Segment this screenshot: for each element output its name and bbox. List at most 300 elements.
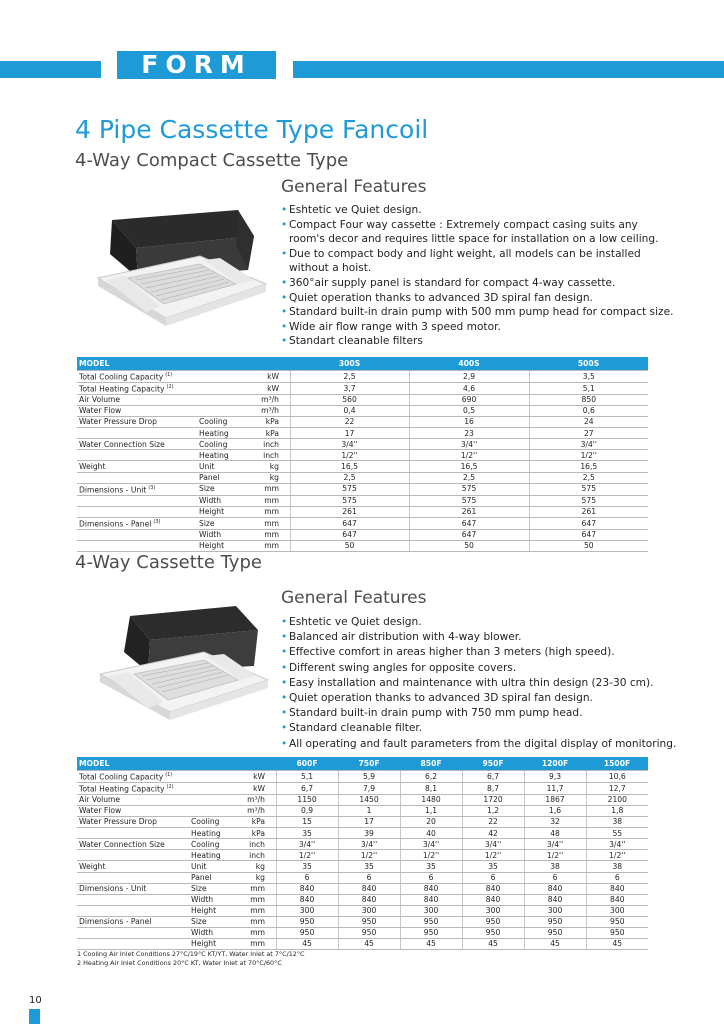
table-cell: 840 xyxy=(338,883,400,894)
feature-item: • Standard cleanable filter. xyxy=(281,721,676,736)
row-unit: kg xyxy=(241,872,269,883)
table-cell: 300 xyxy=(338,905,400,916)
table-cell: 575 xyxy=(529,483,648,495)
row-unit: mm xyxy=(241,928,269,939)
table-cell: 50 xyxy=(290,540,409,551)
row-sublabel: Heating xyxy=(189,850,241,861)
row-label xyxy=(77,794,189,805)
row-sublabel xyxy=(189,782,241,794)
row-spacer xyxy=(283,506,290,517)
table-cell: 1,1 xyxy=(400,805,462,816)
table-cell: 2,5 xyxy=(290,472,409,483)
table-cell: 840 xyxy=(462,894,524,905)
table-cell: 1/2'' xyxy=(524,850,586,861)
row-spacer xyxy=(283,382,290,394)
feature-item: • Balanced air distribution with 4-way blower. xyxy=(281,630,676,645)
model-name: 950F xyxy=(462,757,524,771)
row-sublabel: Size xyxy=(189,916,241,927)
table-cell: 45 xyxy=(524,939,586,950)
table-cell: 16,5 xyxy=(409,461,529,472)
row-label xyxy=(77,517,197,529)
table-cell: 950 xyxy=(276,916,338,927)
table-cell: 35 xyxy=(338,861,400,872)
row-unit: inch xyxy=(255,450,283,461)
table-cell: 1720 xyxy=(462,794,524,805)
row-sublabel: Width xyxy=(189,928,241,939)
row-unit: inch xyxy=(241,839,269,850)
row-spacer xyxy=(269,794,276,805)
table-row xyxy=(77,839,648,850)
table-cell: 1/2'' xyxy=(529,450,648,461)
model-name: 1500F xyxy=(586,757,648,771)
table-cell: 0,5 xyxy=(409,405,529,416)
feature-item: • Effective comfort in areas higher than 3 meters (high speed). xyxy=(281,645,676,660)
row-sublabel: Height xyxy=(189,905,241,916)
table-cell: 647 xyxy=(409,529,529,540)
table-cell: 7,9 xyxy=(338,782,400,794)
table-cell: 6 xyxy=(524,872,586,883)
row-sublabel: Width xyxy=(189,894,241,905)
model-header: MODEL xyxy=(77,357,290,371)
row-label xyxy=(77,805,189,816)
table-cell: 1/2'' xyxy=(586,850,648,861)
table-row xyxy=(77,394,648,405)
row-spacer xyxy=(283,495,290,506)
row-unit: kPa xyxy=(255,428,283,439)
table-cell: 840 xyxy=(524,894,586,905)
brand-bar-right xyxy=(293,61,724,78)
row-spacer xyxy=(283,405,290,416)
row-label-text: Weight xyxy=(79,461,106,471)
row-label-text: Water Flow xyxy=(79,406,122,416)
table-cell: 647 xyxy=(409,517,529,529)
row-sublabel: Cooling xyxy=(189,817,241,828)
row-label xyxy=(77,839,189,850)
table-cell: 16,5 xyxy=(529,461,648,472)
table-cell: 45 xyxy=(462,939,524,950)
row-unit: mm xyxy=(241,905,269,916)
brand-logo: FORM xyxy=(117,51,276,79)
row-spacer xyxy=(269,916,276,927)
table-cell: 2100 xyxy=(586,794,648,805)
row-spacer xyxy=(283,428,290,439)
table-cell: 575 xyxy=(290,483,409,495)
table-row xyxy=(77,828,648,839)
row-unit: mm xyxy=(255,483,283,495)
table-cell: 5,9 xyxy=(338,771,400,783)
table-row xyxy=(77,417,648,428)
table-row xyxy=(77,916,648,927)
table-cell: 38 xyxy=(524,861,586,872)
row-sublabel: Size xyxy=(189,883,241,894)
model-name: 300S xyxy=(290,357,409,371)
feature-item: • All operating and fault parameters from the digital display of monitoring. xyxy=(281,737,676,752)
row-sublabel xyxy=(189,771,241,783)
table-cell: 840 xyxy=(462,883,524,894)
feature-item: • Standart cleanable filters xyxy=(281,334,673,349)
row-unit: m³/h xyxy=(241,794,269,805)
table-cell: 840 xyxy=(276,883,338,894)
row-spacer xyxy=(269,872,276,883)
table-cell: 40 xyxy=(400,828,462,839)
table-cell: 6 xyxy=(462,872,524,883)
feature-item: • Wide air flow range with 3 speed motor. xyxy=(281,320,673,335)
row-spacer xyxy=(269,939,276,950)
table-cell: 950 xyxy=(338,928,400,939)
row-unit: inch xyxy=(255,439,283,450)
table-row xyxy=(77,782,648,794)
row-sublabel xyxy=(197,394,255,405)
table-cell: 261 xyxy=(529,506,648,517)
row-unit: m³/h xyxy=(255,394,283,405)
row-unit: mm xyxy=(255,540,283,551)
row-label xyxy=(77,529,197,540)
table-cell: 1,6 xyxy=(524,805,586,816)
feature-item-continued: without a hoist. xyxy=(289,262,372,275)
table-cell: 8,7 xyxy=(462,782,524,794)
section1-spec-body xyxy=(77,371,648,552)
row-unit: inch xyxy=(241,850,269,861)
row-label xyxy=(77,461,197,472)
table-cell: 17 xyxy=(338,817,400,828)
row-unit: mm xyxy=(241,916,269,927)
table-cell: 6,7 xyxy=(276,782,338,794)
row-label xyxy=(77,905,189,916)
row-sublabel: Cooling xyxy=(189,839,241,850)
table-row xyxy=(77,506,648,517)
table-cell: 2,5 xyxy=(409,472,529,483)
table-cell: 2,5 xyxy=(529,472,648,483)
table-cell: 690 xyxy=(409,394,529,405)
table-cell: 48 xyxy=(524,828,586,839)
table-row xyxy=(77,517,648,529)
row-label xyxy=(77,506,197,517)
table-cell: 45 xyxy=(586,939,648,950)
row-unit: kg xyxy=(255,472,283,483)
row-unit: m³/h xyxy=(241,805,269,816)
feature-item: • Eshtetic ve Quiet design. xyxy=(281,203,673,218)
row-sublabel: Cooling xyxy=(197,417,255,428)
compact-cassette-image xyxy=(88,200,270,338)
row-unit: kW xyxy=(255,371,283,383)
table-cell: 23 xyxy=(409,428,529,439)
table-cell: 35 xyxy=(276,861,338,872)
table-row xyxy=(77,439,648,450)
table-cell: 2,5 xyxy=(290,371,409,383)
table-cell: 6 xyxy=(586,872,648,883)
table-row xyxy=(77,529,648,540)
table-cell: 5,1 xyxy=(276,771,338,783)
row-label xyxy=(77,394,197,405)
row-spacer xyxy=(269,828,276,839)
row-sublabel xyxy=(197,371,255,383)
table-cell: 647 xyxy=(529,517,648,529)
model-name: 400S xyxy=(409,357,529,371)
table-cell: 1/2'' xyxy=(400,850,462,861)
table-cell: 35 xyxy=(462,861,524,872)
table-cell: 45 xyxy=(338,939,400,950)
table-cell: 840 xyxy=(586,883,648,894)
table-row xyxy=(77,771,648,783)
section1-features-title: General Features xyxy=(281,177,427,197)
table-cell: 16,5 xyxy=(290,461,409,472)
section2-feature-list xyxy=(281,615,676,752)
table-cell: 840 xyxy=(338,894,400,905)
row-label-text: Water Connection Size xyxy=(79,839,165,849)
table-cell: 850 xyxy=(529,394,648,405)
table-cell: 950 xyxy=(586,928,648,939)
row-label-text: Total Heating Capacity xyxy=(79,784,165,794)
row-label-text: Air Volume xyxy=(79,795,121,805)
row-sublabel: Width xyxy=(197,529,255,540)
row-unit: kW xyxy=(255,382,283,394)
row-label xyxy=(77,928,189,939)
row-unit: mm xyxy=(241,894,269,905)
section1-feature-list xyxy=(281,203,673,349)
cassette-image xyxy=(86,594,272,726)
table-cell: 300 xyxy=(524,905,586,916)
row-sublabel: Height xyxy=(189,939,241,950)
row-label-text: Dimensions - Unit xyxy=(79,883,147,893)
table-row xyxy=(77,850,648,861)
row-sublabel: Cooling xyxy=(197,439,255,450)
feature-item-continued: room's decor and requires little space for installation on a low ceiling. xyxy=(289,233,659,246)
table-cell: 22 xyxy=(462,817,524,828)
table-cell: 12,7 xyxy=(586,782,648,794)
row-label-text: Air Volume xyxy=(79,395,121,405)
row-spacer xyxy=(283,461,290,472)
table-cell: 1450 xyxy=(338,794,400,805)
row-spacer xyxy=(283,450,290,461)
row-unit: kg xyxy=(255,461,283,472)
table-cell: 647 xyxy=(529,529,648,540)
row-spacer xyxy=(269,782,276,794)
table-cell: 0,4 xyxy=(290,405,409,416)
row-label-text: Water Pressure Drop xyxy=(79,417,157,427)
section1-title: 4-Way Compact Cassette Type xyxy=(75,150,349,171)
row-sublabel xyxy=(189,805,241,816)
table-row xyxy=(77,450,648,461)
table-cell: 950 xyxy=(338,916,400,927)
table-cell: 300 xyxy=(400,905,462,916)
row-label xyxy=(77,817,189,828)
table-row xyxy=(77,495,648,506)
table-cell: 575 xyxy=(529,495,648,506)
row-label xyxy=(77,439,197,450)
table-cell: 647 xyxy=(290,529,409,540)
row-unit: kPa xyxy=(241,817,269,828)
table-cell: 840 xyxy=(524,883,586,894)
table-cell: 16 xyxy=(409,417,529,428)
footnotes xyxy=(77,950,305,968)
feature-item: • Eshtetic ve Quiet design. xyxy=(281,615,676,630)
row-label xyxy=(77,872,189,883)
table-header-row xyxy=(77,357,648,371)
row-label-text: Dimensions - Panel xyxy=(79,917,152,927)
table-cell: 6,2 xyxy=(400,771,462,783)
row-unit: mm xyxy=(255,517,283,529)
table-cell: 11,7 xyxy=(524,782,586,794)
table-cell: 3/4'' xyxy=(524,839,586,850)
row-unit: mm xyxy=(241,883,269,894)
row-unit: kg xyxy=(241,861,269,872)
row-spacer xyxy=(283,417,290,428)
row-label xyxy=(77,850,189,861)
row-spacer xyxy=(283,439,290,450)
row-unit: kW xyxy=(241,782,269,794)
table-cell: 6 xyxy=(276,872,338,883)
row-unit: mm xyxy=(255,529,283,540)
table-cell: 950 xyxy=(462,928,524,939)
row-label xyxy=(77,382,197,394)
table-cell: 50 xyxy=(409,540,529,551)
row-spacer xyxy=(283,540,290,551)
page-title: 4 Pipe Cassette Type Fancoil xyxy=(75,115,429,144)
row-label xyxy=(77,916,189,927)
table-cell: 0,6 xyxy=(529,405,648,416)
row-sublabel: Panel xyxy=(189,872,241,883)
table-cell: 3/4'' xyxy=(276,839,338,850)
row-label xyxy=(77,894,189,905)
model-header: MODEL xyxy=(77,757,276,771)
table-cell: 6,7 xyxy=(462,771,524,783)
table-cell: 575 xyxy=(409,483,529,495)
table-cell: 38 xyxy=(586,861,648,872)
page-number: 10 xyxy=(29,995,42,1006)
row-label xyxy=(77,540,197,551)
row-label xyxy=(77,939,189,950)
table-cell: 10,6 xyxy=(586,771,648,783)
table-row xyxy=(77,805,648,816)
table-cell: 20 xyxy=(400,817,462,828)
table-cell: 15 xyxy=(276,817,338,828)
row-spacer xyxy=(269,771,276,783)
row-unit: mm xyxy=(241,939,269,950)
table-cell: 840 xyxy=(586,894,648,905)
table-cell: 6 xyxy=(338,872,400,883)
section1-spec-table xyxy=(77,357,648,552)
table-header-row xyxy=(77,757,648,771)
row-label xyxy=(77,405,197,416)
row-label xyxy=(77,771,189,783)
table-row xyxy=(77,382,648,394)
row-unit: kW xyxy=(241,771,269,783)
table-cell: 1/2'' xyxy=(462,850,524,861)
footnote: 1 Cooling Air Inlet Conditions 27°C/19°C KT/YT, Water Inlet at 7°C/12°C xyxy=(77,950,305,958)
row-spacer xyxy=(269,839,276,850)
table-cell: 300 xyxy=(462,905,524,916)
section2-features-title: General Features xyxy=(281,588,427,608)
row-spacer xyxy=(269,894,276,905)
table-row xyxy=(77,905,648,916)
table-cell: 45 xyxy=(400,939,462,950)
row-label xyxy=(77,428,197,439)
footnote-ref: (1) xyxy=(165,772,173,778)
table-cell: 4,6 xyxy=(409,382,529,394)
feature-item: • Easy installation and maintenance with ultra thin design (23-30 cm). xyxy=(281,676,676,691)
row-label xyxy=(77,495,197,506)
table-row xyxy=(77,371,648,383)
table-cell: 45 xyxy=(276,939,338,950)
table-cell: 1,8 xyxy=(586,805,648,816)
table-cell: 9,3 xyxy=(524,771,586,783)
footnote-ref: (2) xyxy=(166,783,174,790)
table-cell: 3/4'' xyxy=(586,839,648,850)
row-spacer xyxy=(283,371,290,383)
feature-item: • Due to compact body and light weight, all models can be installed xyxy=(281,247,673,262)
row-spacer xyxy=(283,529,290,540)
row-spacer xyxy=(269,928,276,939)
row-label-text: Total Cooling Capacity xyxy=(79,372,164,382)
table-row xyxy=(77,794,648,805)
table-cell: 2,9 xyxy=(409,371,529,383)
table-row xyxy=(77,461,648,472)
footnote-ref: (1) xyxy=(165,372,173,378)
row-spacer xyxy=(269,817,276,828)
table-cell: 1/2'' xyxy=(338,850,400,861)
table-cell: 50 xyxy=(529,540,648,551)
row-sublabel xyxy=(189,794,241,805)
footnote-ref: (2) xyxy=(166,383,174,390)
feature-item: • Quiet operation thanks to advanced 3D spiral fan design. xyxy=(281,291,673,306)
row-unit: kPa xyxy=(241,828,269,839)
table-cell: 27 xyxy=(529,428,648,439)
row-sublabel: Height xyxy=(197,506,255,517)
row-sublabel: Width xyxy=(197,495,255,506)
model-name: 500S xyxy=(529,357,648,371)
row-sublabel xyxy=(197,405,255,416)
feature-item: • Compact Four way cassette : Extremely compact casing suits any xyxy=(281,218,673,233)
table-cell: 35 xyxy=(276,828,338,839)
table-cell: 1/2'' xyxy=(290,450,409,461)
table-cell: 261 xyxy=(290,506,409,517)
table-cell: 950 xyxy=(400,916,462,927)
table-row xyxy=(77,817,648,828)
row-label-text: Weight xyxy=(79,861,106,871)
table-cell: 1/2'' xyxy=(276,850,338,861)
table-cell: 840 xyxy=(276,894,338,905)
table-row xyxy=(77,894,648,905)
footnote-ref: (3) xyxy=(148,484,156,491)
section2-spec-body xyxy=(77,771,648,950)
table-cell: 3,5 xyxy=(529,371,648,383)
section2-spec-table xyxy=(77,757,648,950)
row-unit: mm xyxy=(255,495,283,506)
footnote-ref: (3) xyxy=(153,518,161,525)
table-cell: 840 xyxy=(400,894,462,905)
row-sublabel: Unit xyxy=(189,861,241,872)
table-cell: 3/4'' xyxy=(400,839,462,850)
row-sublabel: Size xyxy=(197,483,255,495)
table-cell: 950 xyxy=(524,928,586,939)
feature-item: • Standard built-in drain pump with 500 mm pump head for compact size. xyxy=(281,305,673,320)
table-cell: 261 xyxy=(409,506,529,517)
table-cell: 0,9 xyxy=(276,805,338,816)
row-label-text: Dimensions - Unit xyxy=(79,485,147,495)
row-sublabel: Unit xyxy=(197,461,255,472)
table-row xyxy=(77,928,648,939)
table-row xyxy=(77,483,648,495)
footnote: 2 Heating Air Inlet Conditions 20°C KT, Water Inlet at 70°C/60°C xyxy=(77,959,282,967)
table-cell: 1480 xyxy=(400,794,462,805)
row-sublabel: Heating xyxy=(197,450,255,461)
row-spacer xyxy=(283,394,290,405)
row-label xyxy=(77,483,197,495)
row-spacer xyxy=(283,483,290,495)
table-row xyxy=(77,472,648,483)
model-name: 1200F xyxy=(524,757,586,771)
row-label-text: Water Pressure Drop xyxy=(79,817,157,827)
